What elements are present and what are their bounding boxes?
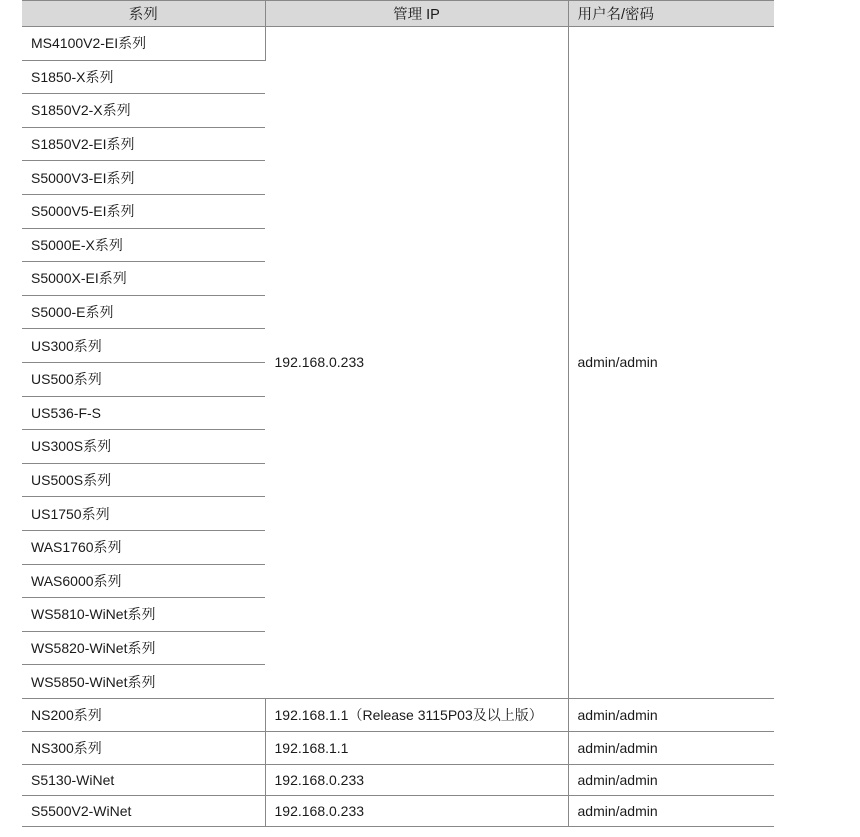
series-cell: S1850V2-X系列 (22, 94, 265, 128)
table-body (22, 27, 774, 827)
credentials-cell: admin/admin (568, 698, 774, 731)
management-ip-cell: 192.168.1.1 (265, 731, 568, 764)
header-credentials: 用户名/密码 (568, 1, 774, 27)
series-cell: NS200系列 (22, 698, 265, 731)
management-ip-cell: 192.168.0.233 (265, 764, 568, 795)
management-ip-cell: 192.168.0.233 (265, 795, 568, 826)
series-cell: NS300系列 (22, 731, 265, 764)
series-cell: US1750系列 (22, 497, 265, 531)
table-row (22, 764, 774, 795)
series-cell: S5130-WiNet (22, 764, 265, 795)
header-row (22, 1, 774, 27)
header-series: 系列 (22, 1, 265, 27)
series-cell: WS5850-WiNet系列 (22, 665, 265, 699)
series-cell: US300系列 (22, 329, 265, 363)
credentials-cell: admin/admin (568, 764, 774, 795)
series-cell: S1850V2-EI系列 (22, 127, 265, 161)
series-cell: S5000V3-EI系列 (22, 161, 265, 195)
credentials-cell: admin/admin (568, 795, 774, 826)
header-management-ip: 管理 IP (265, 1, 568, 27)
series-cell: S1850-X系列 (22, 60, 265, 94)
series-cell: WAS6000系列 (22, 564, 265, 598)
series-cell: S5000E-X系列 (22, 228, 265, 262)
series-cell: S5000X-EI系列 (22, 262, 265, 296)
series-cell: US500S系列 (22, 463, 265, 497)
series-cell: US500系列 (22, 362, 265, 396)
series-cell: WS5820-WiNet系列 (22, 631, 265, 665)
management-ip-cell: 192.168.1.1（Release 3115P03及以上版） (265, 698, 568, 731)
management-ip-cell: 192.168.0.233 (265, 27, 568, 699)
series-cell: MS4100V2-EI系列 (22, 27, 265, 61)
series-cell: WS5810-WiNet系列 (22, 598, 265, 632)
table-row (22, 27, 774, 61)
table-header (22, 1, 774, 27)
device-credentials-table (22, 0, 774, 827)
series-cell: S5000V5-EI系列 (22, 194, 265, 228)
credentials-cell: admin/admin (568, 27, 774, 699)
series-cell: US300S系列 (22, 430, 265, 464)
series-cell: US536-F-S (22, 396, 265, 430)
series-cell: S5000-E系列 (22, 295, 265, 329)
credentials-cell: admin/admin (568, 731, 774, 764)
table-row (22, 795, 774, 826)
series-cell: WAS1760系列 (22, 530, 265, 564)
series-cell: S5500V2-WiNet (22, 795, 265, 826)
table-row (22, 731, 774, 764)
table-row (22, 698, 774, 731)
